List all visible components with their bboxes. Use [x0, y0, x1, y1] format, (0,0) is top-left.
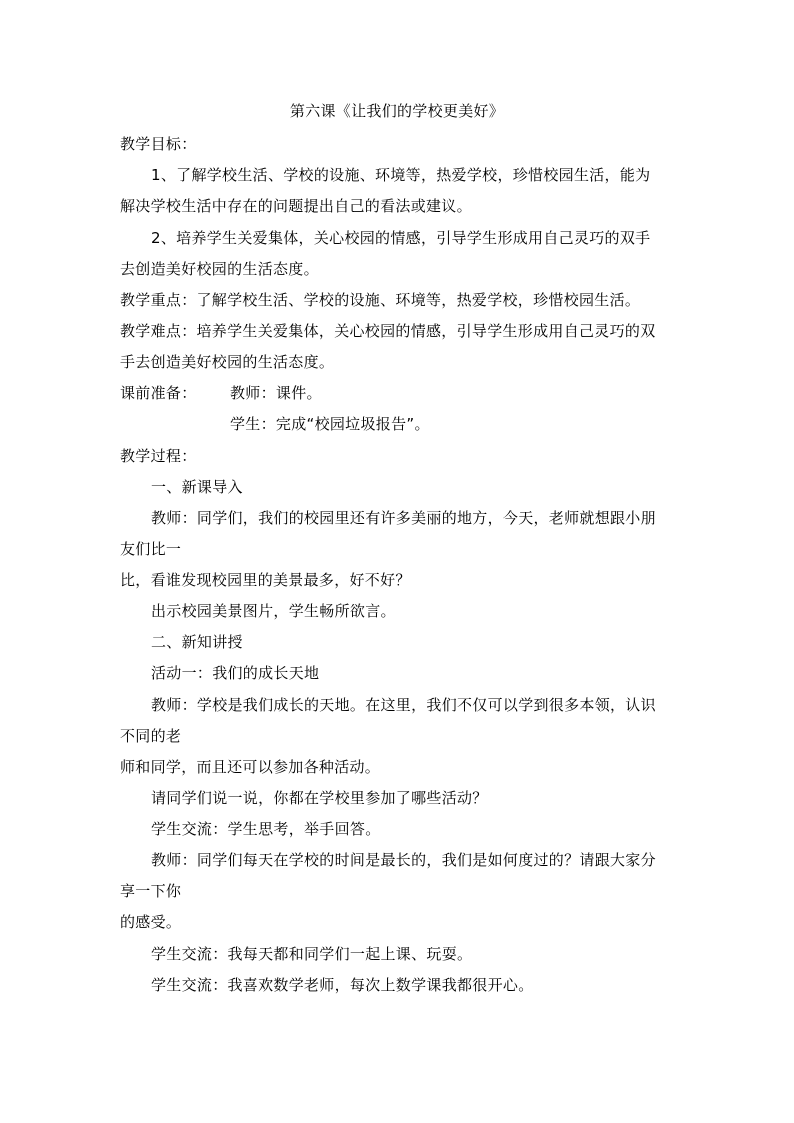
paragraph-line: 不同的老	[120, 727, 182, 745]
paragraph-line: 2、培养学生关爱集体，关心校园的情感，引导学生形成用自己灵巧的双手	[151, 229, 651, 247]
paragraph-line: 请同学们说一说，你都在学校里参加了哪些活动？	[151, 789, 488, 807]
paragraph-line: 教师：学校是我们成长的天地。在这里，我们不仅可以学到很多本领，认识	[151, 696, 656, 714]
activity-heading: 活动一：我们的成长天地	[151, 664, 320, 682]
paragraph-line: 去创造美好校园的生活态度。	[120, 260, 319, 278]
section-heading-process: 教学过程：	[120, 447, 197, 465]
preparation-label: 课前准备：	[120, 384, 197, 402]
paragraph-line: 解决学校生活中存在的问题提出自己的看法或建议。	[120, 197, 472, 215]
paragraph-line: 出示校园美景图片，学生畅所欲言。	[151, 602, 396, 620]
difficulty-line: 教学难点：培养学生关爱集体，关心校园的情感，引导学生形成用自己灵巧的双	[120, 322, 656, 340]
paragraph-line: 享一下你	[120, 882, 182, 900]
paragraph-line: 学生交流：我每天都和同学们一起上课、玩耍。	[151, 945, 473, 963]
paragraph-line: 学生交流：学生思考，举手回答。	[151, 820, 381, 838]
paragraph-line: 手去创造美好校园的生活态度。	[120, 353, 335, 371]
paragraph-line: 1、了解学校生活、学校的设施、环境等，热爱学校，珍惜校园生活，能为	[151, 166, 651, 184]
paragraph-line: 教师：同学们，我们的校园里还有许多美丽的地方，今天，老师就想跟小朋	[151, 509, 656, 527]
key-points-line: 教学重点：了解学校生活、学校的设施、环境等，热爱学校，珍惜校园生活。	[120, 291, 641, 309]
paragraph-line: 的感受。	[120, 913, 182, 931]
subheading-new-knowledge: 二、新知讲授	[151, 633, 243, 651]
subheading-intro: 一、新课导入	[151, 478, 243, 496]
paragraph-line: 比，看谁发现校园里的美景最多，好不好？	[120, 571, 411, 589]
preparation-student: 学生：完成“校园垃圾报告”。	[230, 415, 430, 433]
page-title: 第六课《让我们的学校更美好》	[289, 102, 505, 120]
paragraph-line: 学生交流：我喜欢数学老师，每次上数学课我都很开心。	[151, 976, 534, 994]
paragraph-line: 友们比一	[120, 540, 182, 558]
section-heading-objectives: 教学目标：	[120, 135, 197, 153]
paragraph-line: 师和同学，而且还可以参加各种活动。	[120, 758, 381, 776]
preparation-teacher: 教师：课件。	[230, 384, 322, 402]
paragraph-line: 教师：同学们每天在学校的时间是最长的，我们是如何度过的？请跟大家分	[151, 851, 656, 869]
